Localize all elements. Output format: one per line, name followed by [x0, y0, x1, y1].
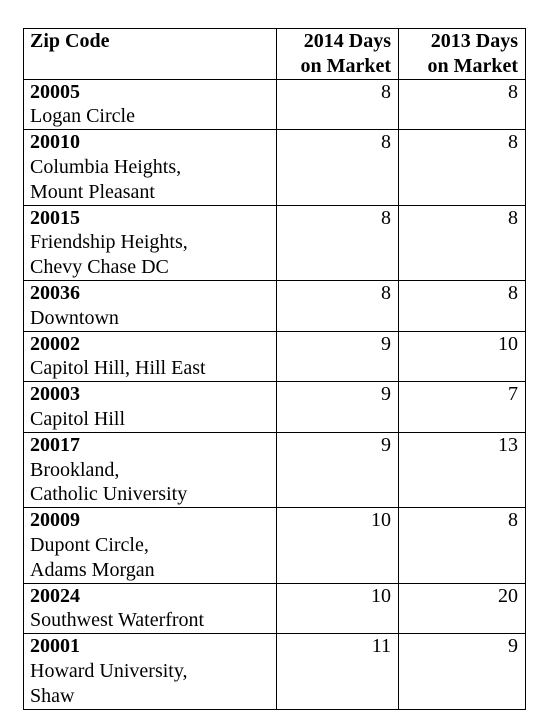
neighborhood-name: Friendship Heights,: [30, 231, 188, 254]
zip-code: 20015: [30, 206, 80, 229]
neighborhood-name: Adams Morgan: [30, 558, 155, 581]
neighborhood-name: Howard University,: [30, 659, 188, 682]
neighborhood-name: Southwest Waterfront: [30, 609, 205, 632]
table-row: [24, 331, 526, 382]
zip-code: 20024: [30, 584, 80, 607]
table-row: [24, 130, 526, 205]
days-on-market-2013: 8: [399, 130, 526, 205]
zip-cell: [24, 432, 277, 507]
days-on-market-2014: 10: [277, 583, 399, 634]
table-row: [24, 280, 526, 331]
neighborhood-name: Logan Circle: [30, 105, 135, 128]
zip-code: 20017: [30, 433, 80, 456]
days-on-market-2014: 11: [277, 634, 399, 709]
table-row: [24, 432, 526, 507]
neighborhood-name: Chevy Chase DC: [30, 256, 169, 279]
days-on-market-2014: 9: [277, 432, 399, 507]
table-row: [24, 583, 526, 634]
zip-cell: [24, 382, 277, 433]
zip-cell: [24, 331, 277, 382]
zip-code: 20036: [30, 281, 80, 304]
zip-code: 20002: [30, 332, 80, 355]
neighborhood-name: Capitol Hill: [30, 407, 125, 430]
zip-code: 20009: [30, 509, 80, 532]
days-on-market-2013: 20: [399, 583, 526, 634]
zip-code: 20010: [30, 131, 80, 154]
zip-code: 20005: [30, 80, 80, 103]
days-on-market-2013: 8: [399, 205, 526, 280]
zip-cell: [24, 634, 277, 709]
zip-cell: [24, 280, 277, 331]
days-on-market-table: [23, 28, 526, 710]
table-row: [24, 205, 526, 280]
days-on-market-2014: 9: [277, 331, 399, 382]
neighborhood-name: Brookland,: [30, 458, 120, 481]
days-on-market-2013: 10: [399, 331, 526, 382]
header-2013-days-on-market: 2013 Days on Market: [399, 29, 526, 80]
days-on-market-2014: 8: [277, 79, 399, 130]
neighborhood-name: Columbia Heights,: [30, 155, 182, 178]
neighborhood-name: Capitol Hill, Hill East: [30, 357, 206, 380]
zip-cell: [24, 205, 277, 280]
days-on-market-2014: 8: [277, 130, 399, 205]
zip-cell: [24, 130, 277, 205]
table-row: [24, 382, 526, 433]
days-on-market-2014: 8: [277, 280, 399, 331]
header-2014-days-on-market: 2014 Days on Market: [277, 29, 399, 80]
neighborhood-name: Downtown: [30, 306, 119, 329]
table-row: [24, 508, 526, 583]
days-on-market-2013: 8: [399, 508, 526, 583]
days-on-market-2013: 7: [399, 382, 526, 433]
days-on-market-2013: 9: [399, 634, 526, 709]
days-on-market-2014: 8: [277, 205, 399, 280]
neighborhood-name: Mount Pleasant: [30, 180, 155, 203]
days-on-market-2014: 10: [277, 508, 399, 583]
table-row: [24, 79, 526, 130]
neighborhood-name: Catholic University: [30, 483, 188, 506]
neighborhood-name: Shaw: [30, 684, 75, 707]
header-zip-code: Zip Code: [24, 29, 277, 80]
table-body: [24, 79, 526, 709]
days-on-market-2014: 9: [277, 382, 399, 433]
days-on-market-2013: 8: [399, 280, 526, 331]
zip-cell: [24, 583, 277, 634]
neighborhood-name: Dupont Circle,: [30, 533, 149, 556]
days-on-market-2013: 8: [399, 79, 526, 130]
zip-code: 20001: [30, 635, 80, 658]
zip-cell: [24, 508, 277, 583]
zip-code: 20003: [30, 383, 80, 406]
table-header-row: [24, 29, 526, 80]
zip-cell: [24, 79, 277, 130]
table-row: [24, 634, 526, 709]
days-on-market-2013: 13: [399, 432, 526, 507]
